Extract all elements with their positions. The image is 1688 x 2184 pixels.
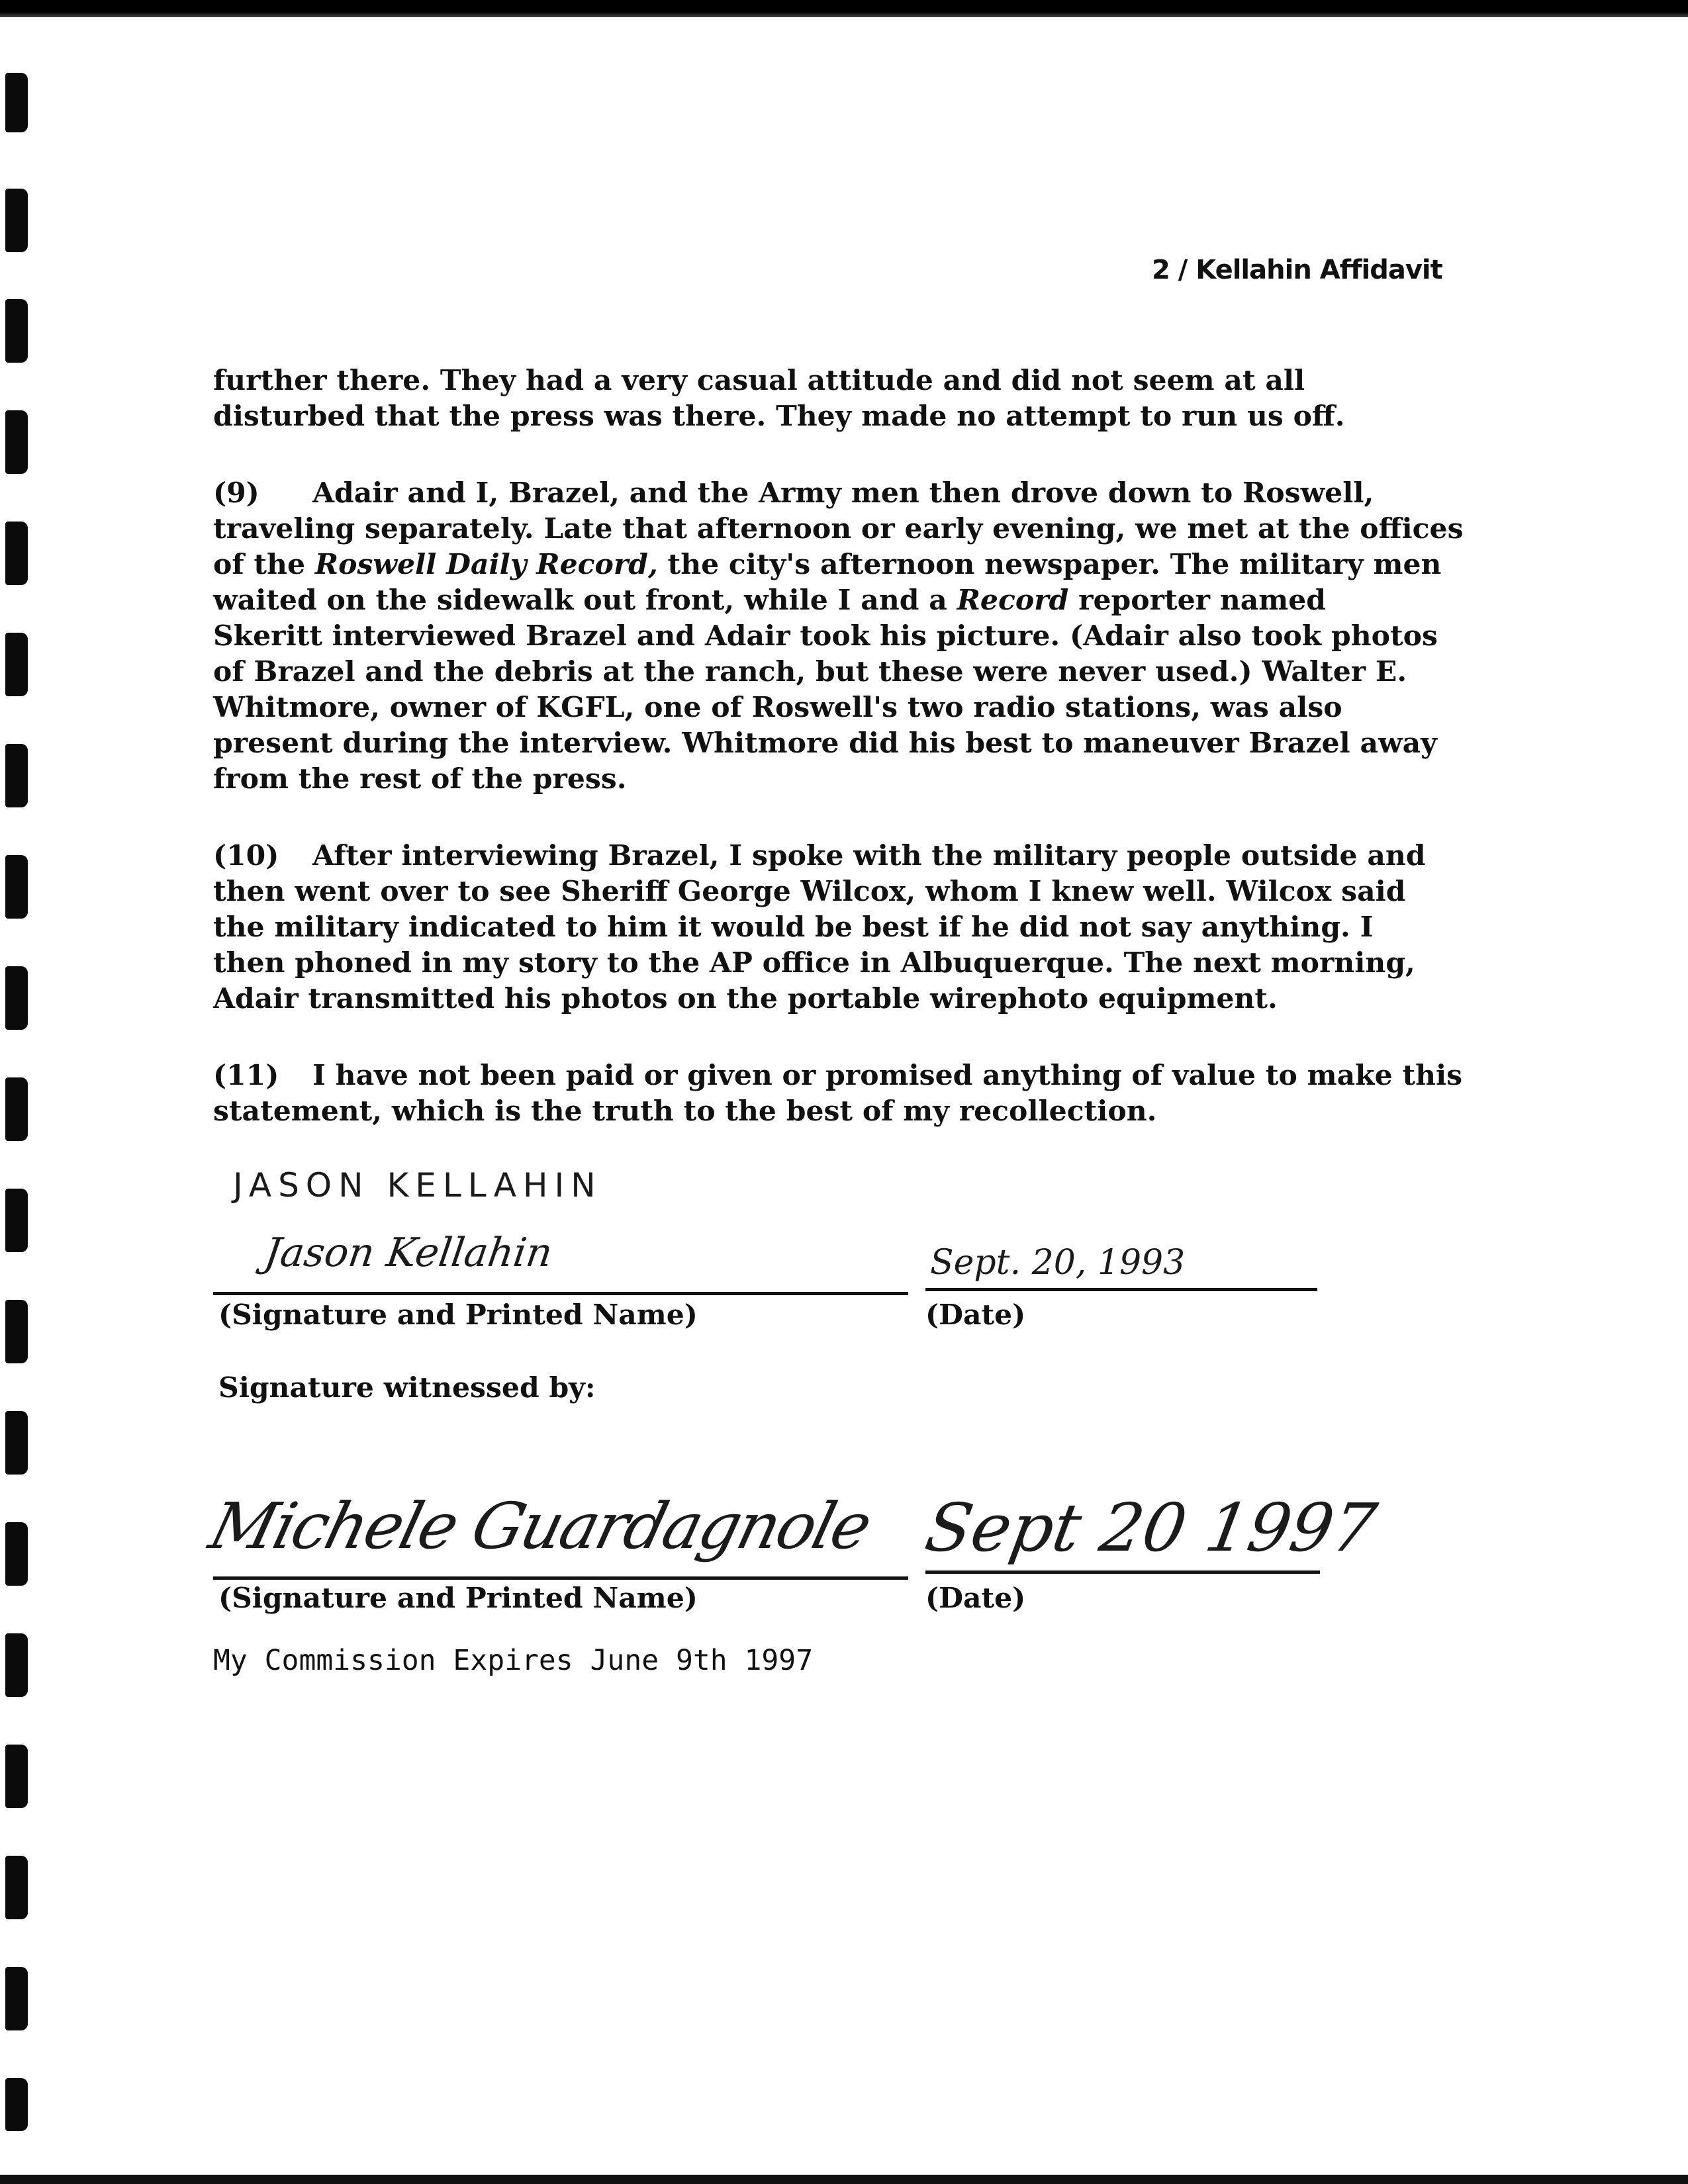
text-line — [213, 838, 1444, 874]
binder-hole — [5, 1077, 28, 1141]
text-line — [213, 475, 1444, 511]
text-line: the military indicated to him it would be best if he did not say anything. I — [213, 911, 1374, 944]
text-line: traveling separately. Late that afternoon or early evening, we met at the offices — [213, 512, 1464, 545]
text-span: reporter named — [1068, 584, 1327, 617]
text-line: then went over to see Sheriff George Wilcox, whom I knew well. Wilcox said — [213, 875, 1406, 908]
text-span: After interviewing Brazel, I spoke with the military people outside and — [312, 839, 1426, 872]
text-line: Whitmore, owner of KGFL, one of Roswell's two radio stations, was also — [213, 691, 1342, 724]
handwritten-date-1: Sept. 20, 1993 — [930, 1243, 1186, 1283]
paragraph-number: (10) — [213, 839, 279, 872]
paragraph-10 — [213, 838, 1444, 1017]
page-header: 2 / Kellahin Affidavit — [1152, 255, 1442, 285]
paragraph-number: (9) — [213, 477, 259, 510]
binder-hole — [5, 1522, 28, 1586]
binder-hole — [5, 2078, 28, 2131]
text-line: Skeritt interviewed Brazel and Adair took his picture. (Adair also took photos — [213, 619, 1438, 653]
text-span: waited on the sidewalk out front, while I and a — [213, 584, 957, 617]
scan-edge-bottom — [0, 2175, 1688, 2184]
handwritten-printed-name: JASON KELLAHIN — [233, 1166, 602, 1205]
signature-caption-2: (Signature and Printed Name) — [218, 1582, 698, 1615]
text-span: of the — [213, 548, 315, 581]
paragraph-9 — [213, 475, 1464, 797]
text-line: present during the interview. Whitmore did his best to maneuver Brazel away — [213, 727, 1437, 760]
text-line: disturbed that the press was there. They made no attempt to run us off. — [213, 400, 1345, 433]
binder-hole — [5, 73, 28, 132]
binder-hole — [5, 966, 28, 1030]
text-span: I have not been paid or given or promised anything of value to make this — [312, 1059, 1463, 1092]
binder-hole — [5, 855, 28, 919]
date-caption-1: (Date) — [925, 1298, 1026, 1332]
date-line-1 — [925, 1288, 1317, 1291]
text-line — [213, 1058, 1463, 1093]
text-line: Adair transmitted his photos on the portable wirephoto equipment. — [213, 982, 1278, 1015]
binder-hole — [5, 1967, 28, 2030]
binder-hole — [5, 1411, 28, 1475]
date-caption-2: (Date) — [925, 1582, 1026, 1615]
affidavit-body — [213, 363, 1464, 1170]
text-line: further there. They had a very casual attitude and did not seem at all — [213, 364, 1305, 397]
text-line — [213, 547, 1444, 582]
signature-line-2 — [213, 1576, 908, 1580]
date-line-2 — [925, 1570, 1320, 1574]
newspaper-short-title: Record — [957, 584, 1069, 617]
binder-hole — [5, 189, 28, 252]
signature-caption-1: (Signature and Printed Name) — [218, 1298, 698, 1332]
paragraph-number: (11) — [213, 1059, 279, 1092]
scan-edge-top — [0, 0, 1688, 17]
paragraph-8-continued — [213, 363, 1444, 434]
binder-hole — [5, 522, 28, 585]
signature-witness: Michele Guardagnole — [203, 1489, 878, 1563]
binder-hole — [5, 410, 28, 474]
text-line: then phoned in my story to the AP office in Albuquerque. The next morning, — [213, 946, 1415, 979]
text-line: of Brazel and the debris at the ranch, but these were never used.) Walter E. — [213, 655, 1407, 688]
text-line — [213, 582, 1444, 618]
binder-hole — [5, 1189, 28, 1252]
text-span: Adair and I, Brazel, and the Army men then drove down to Roswell, — [312, 477, 1374, 510]
binder-hole — [5, 1745, 28, 1808]
paragraph-11 — [213, 1058, 1463, 1129]
signature-jason-kellahin: Jason Kellahin — [261, 1230, 555, 1276]
signature-line-1 — [213, 1292, 908, 1295]
binder-holes — [5, 73, 38, 2171]
text-line: from the rest of the press. — [213, 762, 627, 796]
witness-label: Signature witnessed by: — [218, 1371, 596, 1404]
binder-hole — [5, 744, 28, 807]
binder-hole — [5, 633, 28, 696]
binder-hole — [5, 299, 28, 363]
binder-hole — [5, 1856, 28, 1919]
text-span: the city's afternoon newspaper. The military men — [657, 548, 1442, 581]
notary-commission-note: My Commission Expires June 9th 1997 — [213, 1644, 814, 1677]
newspaper-title: Roswell Daily Record, — [314, 548, 658, 581]
handwritten-date-2: Sept 20 1997 — [919, 1489, 1382, 1567]
binder-hole — [5, 1633, 28, 1697]
text-line: statement, which is the truth to the best of my recollection. — [213, 1095, 1157, 1128]
binder-hole — [5, 1300, 28, 1363]
